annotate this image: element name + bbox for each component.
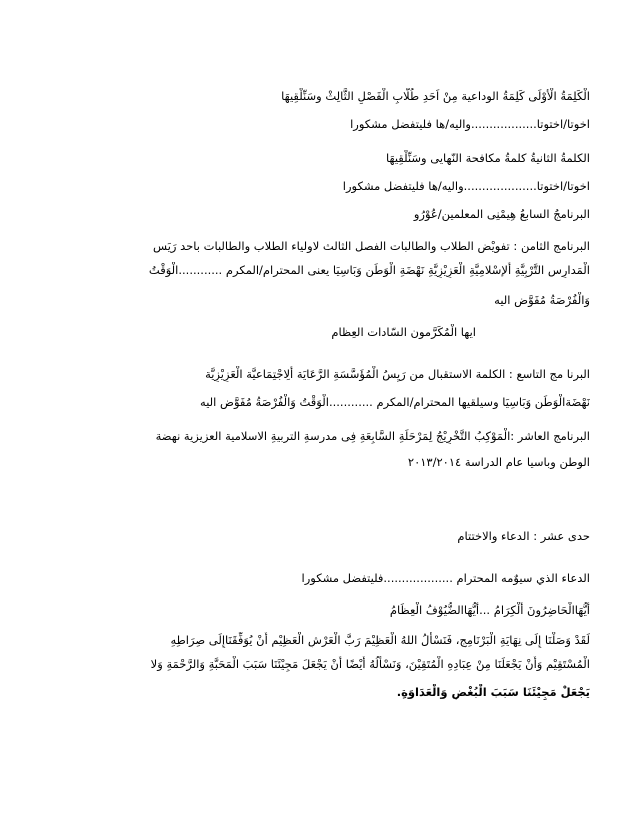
text-line-9: ايها الْمُكَرَّمون السّادات العِظام: [331, 325, 476, 339]
text-line-5: البرنامجُ السابعُ هِيمْنِى المعلمين/عُوْرُو: [413, 207, 590, 221]
text-line-6: البرنامج الثامن : تفويْض الطلاب والطالبات الفصل الثالث لاولياء الطلاب والطالبات باحد رَيَس: [153, 239, 590, 253]
text-line-14: حدى عشر : الدعاء والاختتام: [457, 529, 590, 543]
text-line-8: وَالْفُرْصَةُ مُفَوَّض اليه: [494, 293, 590, 307]
text-line-16: أَيُّهَاالْحَاضِرُونَ أَلْكِرَامُ ...أيُّهَاالضُّيُوْفُ الْعِظَامُ: [389, 603, 590, 617]
text-line-17: لَقَدْ وَصَلْنَا إِلَى نِهَايَةِ الْبَرْنَامِجِ، فَنَسْأَلُ اللهُ الْعَظِيْمَ رَبَّ الْعَرْشِ الْعَظِيْم أَنْ يُوَفِّقَنَاإِلَى صِرَاطِهِ: [170, 633, 590, 647]
text-line-2: اخوتا/اختوتا..................واليه/ها فليتفضل مشكورا: [350, 117, 590, 131]
text-line-15: الدعاء الذي سيوٌمه المحترام ...................فليتفضل مشكورا: [301, 571, 590, 585]
text-line-3: الكلمةُ الثانيةُ كلمةُ مكافحة النّهايى وسَنِّلْقِيهَا: [386, 151, 590, 165]
text-line-1: الْكَلِمَةُ الْأوْلَى كَلِمَةُ الوداعية مِنْ اَحَدِ طُلَّابِ الْفَصْلِ الثَّالِثْ وسَنِّلْقِيهَا: [281, 89, 590, 103]
text-line-12: البرنامج العاشر :الْمَوْكِبُ التَّخْرِيْجُ لِمَرْحَلَةِ السَّابِعَةِ فِى مدرسةِ التربيةِ الاسلامية العزيزية نهضة: [155, 429, 590, 443]
text-line-10: البرنا مج التاسع : الكلمة الاستقبال من رَيِسُ الْمُؤَسَّسَةِ الرَّعَايَة أَلِاجْتِمَاعيَّة الْعَزِيْزِيَّة: [205, 367, 590, 381]
text-line-18: الْمُسْتَقِيْم وَأَنْ يَجْعَلَنَا مِنْ عِبَادِهِ الْمُتَقِيْنَ، وَنَسْأَلُهُ أَيْضًا أَنْ يَجْعَلَ مَجِيْئَنَا سَبَبَ الْمَحَبَّةِ وَالرَّحْمَةِ وَلا: [150, 657, 590, 671]
text-line-7: الْمَدارِس التَّرْبِيَّةِ أَلإسْلامِيَّةِ الْعَزِيْزِيَّةِ نَهْضَةِ الْوَطَن وَبَاسِيَا يعنى المحترام/المكرم ............الْوَقْتُ: [148, 263, 590, 277]
text-line-11: نَهْضَةالْوَطَن وَبَاسِيَا وسيلقيها المحترام/المكرم ............الْوَقْتُ وَالْفُرْصَةُ مُفَوَّض اليه: [200, 395, 590, 409]
text-line-13: الوطن وباسيا عام الدراسة ٢٠١٣/٢٠١٤: [407, 455, 590, 469]
text-line-19: يَجْعَلْ مَجِيْئَنَا سَبَبَ الْبُغْضِ وَالْعَدَاوَةِ.: [396, 685, 590, 699]
text-line-4: اخوتا/اختوتا....................واليه/ها فليتفضل مشكورا: [342, 179, 590, 193]
